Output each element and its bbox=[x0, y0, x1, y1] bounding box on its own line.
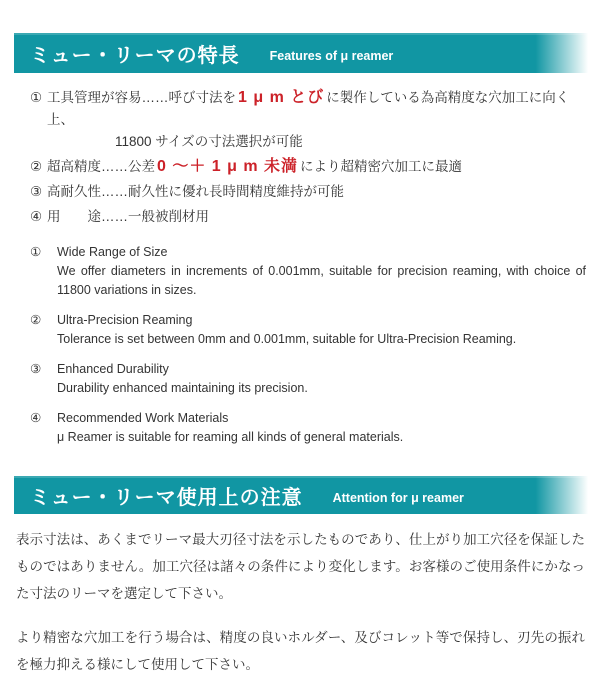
feature-en-item-3 bbox=[30, 360, 586, 398]
item-number: ④ bbox=[30, 209, 43, 224]
item-body: We offer diameters in increments of 0.001mm, suitable for precision reaming, with choice of 11800 variations in sizes. bbox=[57, 264, 586, 297]
item-text bbox=[47, 156, 462, 178]
catalog-page bbox=[0, 33, 600, 672]
attention-title-ja: ミュー・リーマ使用上の注意 bbox=[30, 486, 303, 509]
features-header-bar bbox=[14, 33, 600, 73]
item-title: Recommended Work Materials bbox=[57, 411, 229, 425]
item-number: ④ bbox=[30, 411, 42, 425]
item-heading bbox=[30, 311, 586, 330]
item-text bbox=[47, 87, 594, 153]
item-body: Tolerance is set between 0mm and 0.001mm, suitable for Ultra-Precision Reaming. bbox=[57, 332, 517, 346]
item-text-pre: 超高精度……公差 bbox=[47, 159, 155, 174]
item-heading bbox=[30, 409, 586, 428]
item-text: 用 途……一般被削材用 bbox=[47, 209, 209, 224]
item-line-2: 11800 サイズの寸法選択が可能 bbox=[115, 134, 303, 149]
features-list-ja bbox=[0, 87, 600, 228]
attention-notes bbox=[16, 526, 585, 678]
feature-en-item-4 bbox=[30, 409, 586, 447]
item-heading bbox=[30, 360, 586, 379]
features-title-en: Features of μ reamer bbox=[269, 48, 394, 63]
feature-ja-item-1 bbox=[30, 87, 594, 153]
item-line-1 bbox=[47, 87, 594, 131]
item-number: ② bbox=[30, 313, 42, 327]
item-text-post: により超精密穴加工に最適 bbox=[300, 159, 463, 174]
item-text-pre: 工具管理が容易……呼び寸法を bbox=[47, 90, 236, 105]
item-highlight: 1 μ m とび bbox=[238, 89, 325, 106]
feature-ja-item-4 bbox=[30, 206, 594, 228]
item-text-post: に製作している為高精度な穴加工に向く上、 bbox=[47, 90, 570, 127]
item-highlight: 0 ～＋ 1 μ m 未満 bbox=[157, 158, 299, 175]
feature-en-item-1 bbox=[30, 243, 586, 300]
item-body: μ Reamer is suitable for reaming all kinds of general materials. bbox=[57, 430, 404, 444]
item-number: ② bbox=[30, 159, 43, 174]
features-list-en bbox=[0, 243, 600, 447]
item-title: Enhanced Durability bbox=[57, 362, 169, 376]
item-number: ① bbox=[30, 245, 42, 259]
item-text: 高耐久性……耐久性に優れ長時間精度維持が可能 bbox=[47, 184, 344, 199]
features-title-ja: ミュー・リーマの特長 bbox=[30, 44, 240, 67]
feature-ja-item-2 bbox=[30, 156, 594, 178]
item-body: Durability enhanced maintaining its precision. bbox=[57, 381, 308, 395]
feature-en-item-2 bbox=[30, 311, 586, 349]
item-title: Ultra-Precision Reaming bbox=[57, 313, 193, 327]
item-title: Wide Range of Size bbox=[57, 245, 168, 259]
attention-paragraph-1: 表示寸法は、あくまでリーマ最大刃径寸法を示したものであり、仕上がり加工穴径を保証したものではありません。加工穴径は諸々の条件により変化します。お客様のご使用条件にかなった寸法のリーマを選定して下さい。 bbox=[16, 532, 585, 601]
item-number: ③ bbox=[30, 184, 43, 199]
attention-header-bar bbox=[14, 476, 600, 514]
attention-title-en: Attention for μ reamer bbox=[332, 490, 464, 505]
item-number: ① bbox=[30, 90, 43, 105]
item-number: ③ bbox=[30, 362, 42, 376]
attention-paragraph-2: より精密な穴加工を行う場合は、精度の良いホルダー、及びコレット等で保持し、刃先の振れを極力抑える様にして使用して下さい。 bbox=[16, 630, 585, 672]
item-heading bbox=[30, 243, 586, 262]
feature-ja-item-3 bbox=[30, 181, 594, 203]
